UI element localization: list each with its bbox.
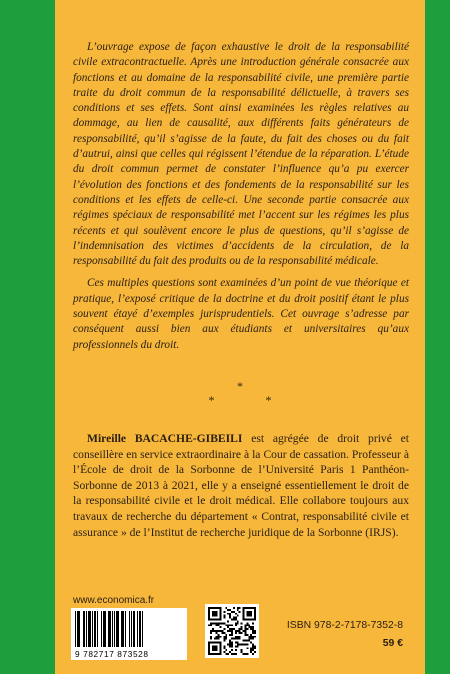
publisher-website: www.economica.fr (73, 595, 155, 606)
barcode-digits: 9 782717 873528 (75, 649, 149, 659)
book-description (73, 40, 409, 360)
separator-star-top: * (237, 379, 243, 393)
left-green-border (0, 0, 55, 674)
isbn-barcode (71, 608, 187, 660)
description-paragraph-1: L’ouvrage expose de façon exhaustive le droit de la responsabilité civile extracontractuelle. Après une introduction générale consacrée aux fonctions et au domaine de la responsabilité civile, une première partie traite du droit commun de la responsabilité délictuelle, à travers ses conditions et ses effets. Sont ainsi examinées les règles relatives au dommage, au lien de causalité, aux différents faits générateurs de responsabilité, qu’il s’agisse de la faute, du fait des choses ou du fait d’autrui, ainsi que celles qui régissent l’étendue de la réparation. L’étude du droit commun permet de constater l’influence qu’a pu exercer l’évolution des fonctions et des fondements de la responsabilité sur les conditions et les effets de celle-ci. Une seconde partie consacrée aux régimes spéciaux de responsabilité met l’accent sur les régimes les plus récents et qui soulèvent encore le plus de questions, qu’il s’agisse de l’indemnisation des victimes d’accidents de la circulation, de la responsabilité du fait des produits ou de la responsabilité médicale. (73, 41, 409, 268)
back-cover-panel (55, 0, 425, 674)
price: 59 € (382, 638, 403, 649)
barcode-bar (143, 611, 145, 647)
right-green-border (425, 0, 450, 674)
author-bio-text: est agrégée de droit privé et conseillère en service extraordinaire à la Cour de cassation. Professeur à l’École de droit de la Sorbonne de l’Université Paris 1 Panthéon-Sorbonne de 2013 à 2021, elle y a enseigné essentiellement le droit de la responsabilité civile et le droit médical. Elle collabore toujours aux travaux de recherche du département « Contrat, responsabilité civile et assurance » de l’Institut de recherche juridique de la Sorbonne (IRJS). (73, 432, 409, 539)
qr-code-icon (205, 604, 259, 658)
description-paragraph-2: Ces multiples questions sont examinées d’un point de vue théorique et pratique, l’exposé critique de la doctrine et du droit positif étant le plus souvent étayé d’exemples jurisprudentiels. Cet ouvrage s’adresse par conséquent aussi bien aux étudiants et universitaires qu’aux professionnels du droit. (73, 277, 409, 351)
author-name: Mireille BACACHE-GIBEILI (87, 432, 243, 445)
author-bio (73, 431, 409, 540)
barcode-bars (75, 611, 183, 647)
isbn-number: ISBN 978-2-7178-7352-8 (286, 620, 403, 631)
separator-stars-bottom: * * (208, 393, 296, 407)
